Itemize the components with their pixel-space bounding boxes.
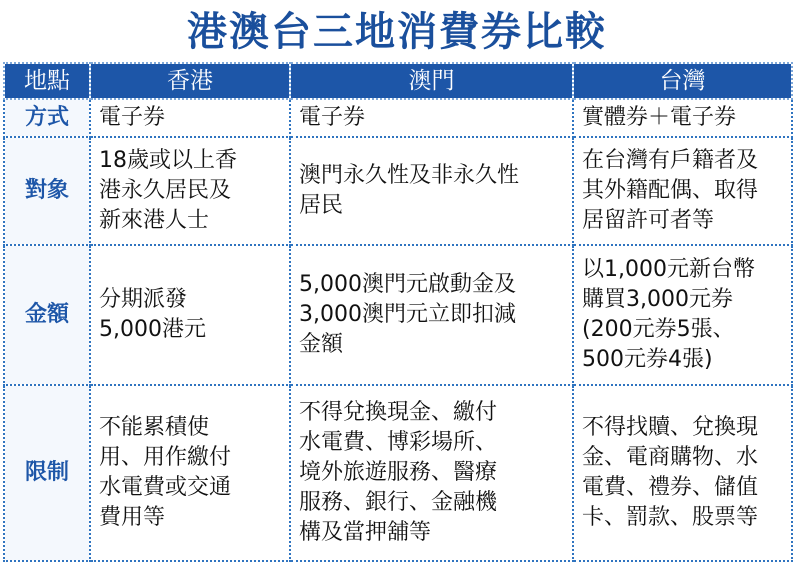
cell-eligibility-hk: 18歲或以上香 港永久居民及 新來港人士 <box>90 137 290 245</box>
row-label-eligibility: 對象 <box>4 137 90 245</box>
table-row-method <box>4 99 792 137</box>
header-hong-kong: 香港 <box>90 63 290 99</box>
header-macau: 澳門 <box>290 63 573 99</box>
cell-amount-macau: 5,000澳門元啟動金及 3,000澳門元立即扣減 金額 <box>290 245 573 385</box>
cell-amount-taiwan: 以1,000元新台幣 購買3,000元券 (200元券5張、 500元券4張) <box>573 245 792 385</box>
row-label-amount: 金額 <box>4 245 90 385</box>
cell-amount-hk: 分期派發 5,000港元 <box>90 245 290 385</box>
comparison-table <box>3 62 793 562</box>
table-row-restrictions <box>4 385 792 561</box>
cell-method-macau: 電子券 <box>290 99 573 137</box>
row-label-method: 方式 <box>4 99 90 137</box>
table-row-amount <box>4 245 792 385</box>
cell-eligibility-taiwan: 在台灣有戶籍者及 其外籍配偶、取得 居留許可者等 <box>573 137 792 245</box>
cell-method-taiwan: 實體券＋電子券 <box>573 99 792 137</box>
page-title: 港澳台三地消費券比較 <box>187 9 607 55</box>
header-location: 地點 <box>4 63 90 99</box>
table-header-row <box>4 63 792 99</box>
cell-restrictions-macau: 不得兌換現金、繳付 水電費、博彩場所、 境外旅遊服務、醫療 服務、銀行、金融機 構及當押舖等 <box>290 385 573 561</box>
cell-eligibility-macau: 澳門永久性及非永久性 居民 <box>290 137 573 245</box>
cell-method-hk: 電子券 <box>90 99 290 137</box>
cell-restrictions-hk: 不能累積使 用、用作繳付 水電費或交通 費用等 <box>90 385 290 561</box>
row-label-restrictions: 限制 <box>4 385 90 561</box>
table-row-eligibility <box>4 137 792 245</box>
header-taiwan: 台灣 <box>573 63 792 99</box>
cell-restrictions-taiwan: 不得找贖、兌換現 金、電商購物、水 電費、禮券、儲值 卡、罰款、股票等 <box>573 385 792 561</box>
